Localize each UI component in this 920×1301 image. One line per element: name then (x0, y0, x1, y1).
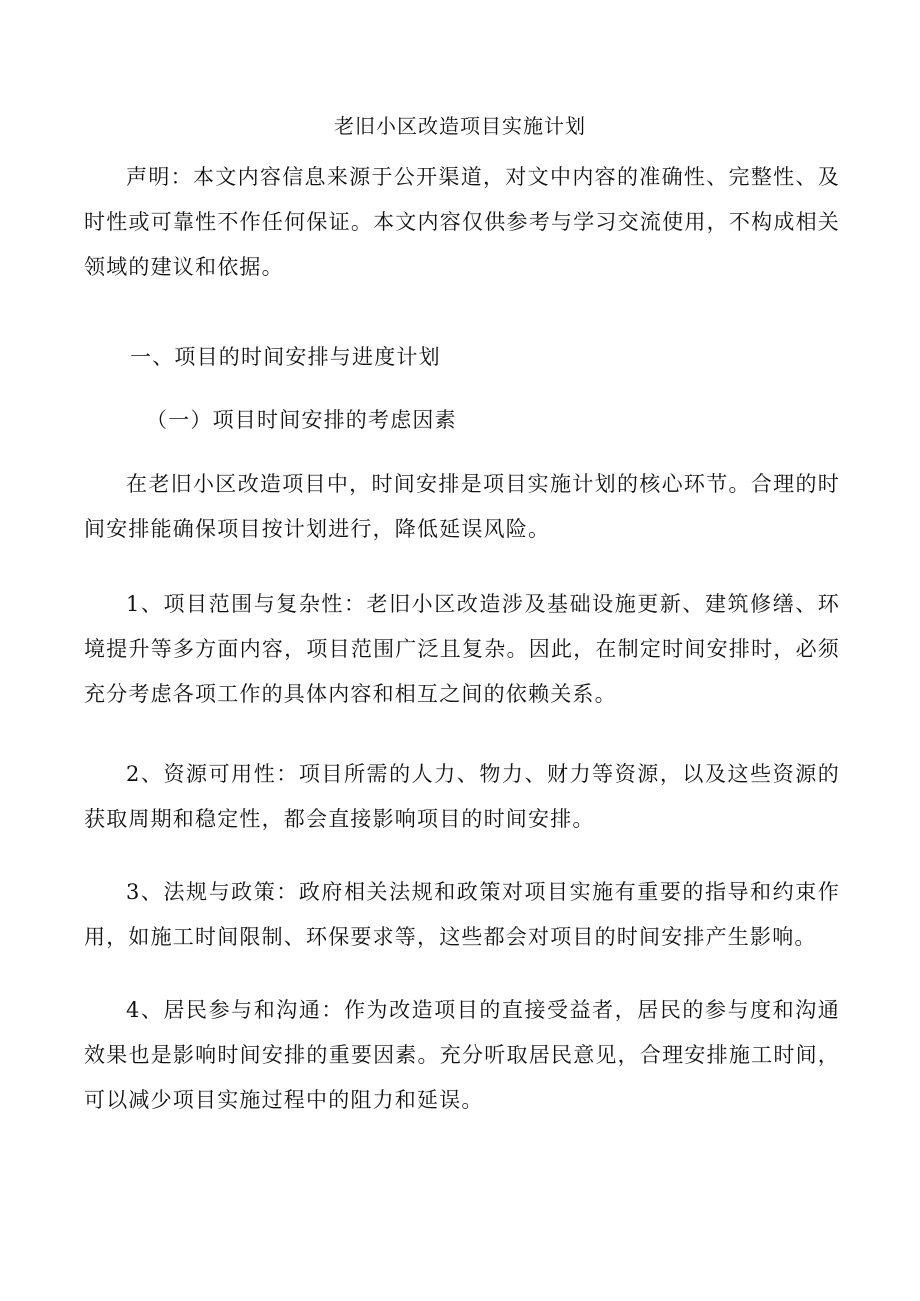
list-item: 2、资源可用性：项目所需的人力、物力、财力等资源，以及这些资源的获取周期和稳定性，都会直接影响项目的时间安排。 (84, 762, 840, 831)
list-item: 3、法规与政策：政府相关法规和政策对项目实施有重要的指导和约束作用，如施工时间限制、环保要求等，这些都会对项目的时间安排产生影响。 (84, 880, 840, 949)
document-title: 老旧小区改造项目实施计划 (334, 114, 586, 138)
list-item: 1、项目范围与复杂性：老旧小区改造涉及基础设施更新、建筑修缮、环境提升等多方面内容，项目范围广泛且复杂。因此，在制定时间安排时，必须充分考虑各项工作的具体内容和相互之间的依赖关系。 (84, 592, 840, 706)
subsection-heading: （一）项目时间安排的考虑因素 (146, 408, 457, 432)
list-item: 4、居民参与和沟通：作为改造项目的直接受益者，居民的参与度和沟通效果也是影响时间安排的重要因素。充分听取居民意见，合理安排施工时间，可以减少项目实施过程中的阻力和延误。 (84, 998, 840, 1112)
disclaimer-paragraph: 声明：本文内容信息来源于公开渠道，对文中内容的准确性、完整性、及时性或可靠性不作任何保证。本文内容仅供参考与学习交流使用，不构成相关领域的建议和依据。 (84, 165, 840, 279)
section-heading: 一、项目的时间安排与进度计划 (130, 345, 441, 369)
intro-paragraph: 在老旧小区改造项目中，时间安排是项目实施计划的核心环节。合理的时间安排能确保项目按计划进行，降低延误风险。 (84, 472, 840, 541)
